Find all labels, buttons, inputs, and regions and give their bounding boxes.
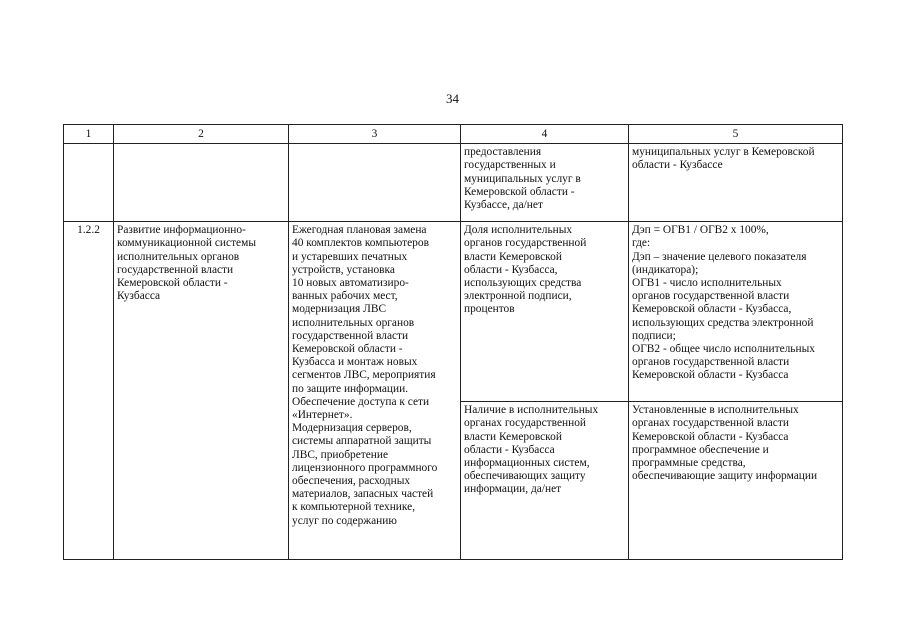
continuation-cell-2 [114, 144, 289, 222]
header-col-4: 4 [461, 125, 629, 144]
header-col-5: 5 [629, 125, 843, 144]
indicator-2-method: Установленные в исполнительных органах государственной власти Кемеровской области - Кузбасса программное обеспечение и программные средства, обеспечивающие защиту информации [629, 402, 843, 560]
indicators-table [63, 124, 843, 560]
indicator-2-name: Наличие в исполнительных органах государственной власти Кемеровской области - Кузбасса информационных систем, обеспечивающих защиту информации, да/нет [461, 402, 629, 560]
continuation-row [64, 144, 843, 222]
item-number: 1.2.2 [64, 222, 114, 560]
indicator-1-name: Доля исполнительных органов государственной власти Кемеровской области - Кузбасса, использующих средства электронной подписи, процентов [461, 222, 629, 402]
header-col-1: 1 [64, 125, 114, 144]
item-activities: Ежегодная плановая замена 40 комплектов компьютеров и устаревших печатных устройств, установка 10 новых автоматизиро- ванных рабочих мест, модернизация ЛВС исполнительных органов государственной власти Кемеровской области - Кузбасса и монтаж новых сегментов ЛВС, мероприятия по защите информации. Обеспечение доступа к сети «Интернет». Модернизация серверов, системы аппаратной защиты ЛВС, приобретение лицензионного программного обеспечения, расходных материалов, запасных частей к компьютерной технике, услуг по содержанию [289, 222, 461, 560]
page-number: 34 [446, 91, 459, 106]
item-name: Развитие информационно- коммуникационной системы исполнительных органов государственной власти Кемеровской области - Кузбасса [114, 222, 289, 560]
header-row [64, 125, 843, 144]
continuation-method-text: муниципальных услуг в Кемеровской области - Кузбассе [629, 144, 843, 222]
header-col-2: 2 [114, 125, 289, 144]
continuation-cell-3 [289, 144, 461, 222]
continuation-indicator-text: предоставления государственных и муниципальных услуг в Кемеровской области - Кузбассе, да/нет [461, 144, 629, 222]
table-row [64, 222, 843, 402]
continuation-cell-1 [64, 144, 114, 222]
header-col-3: 3 [289, 125, 461, 144]
indicator-1-method: Дэп = ОГВ1 / ОГВ2 х 100%, где: Дэп – значение целевого показателя (индикатора); ОГВ1 - число исполнительных органов государственной власти Кемеровской области - Кузбасса, использующих средства электронной подписи; ОГВ2 - общее число исполнительных органов государственной власти Кемеровской области - Кузбасса [629, 222, 843, 402]
